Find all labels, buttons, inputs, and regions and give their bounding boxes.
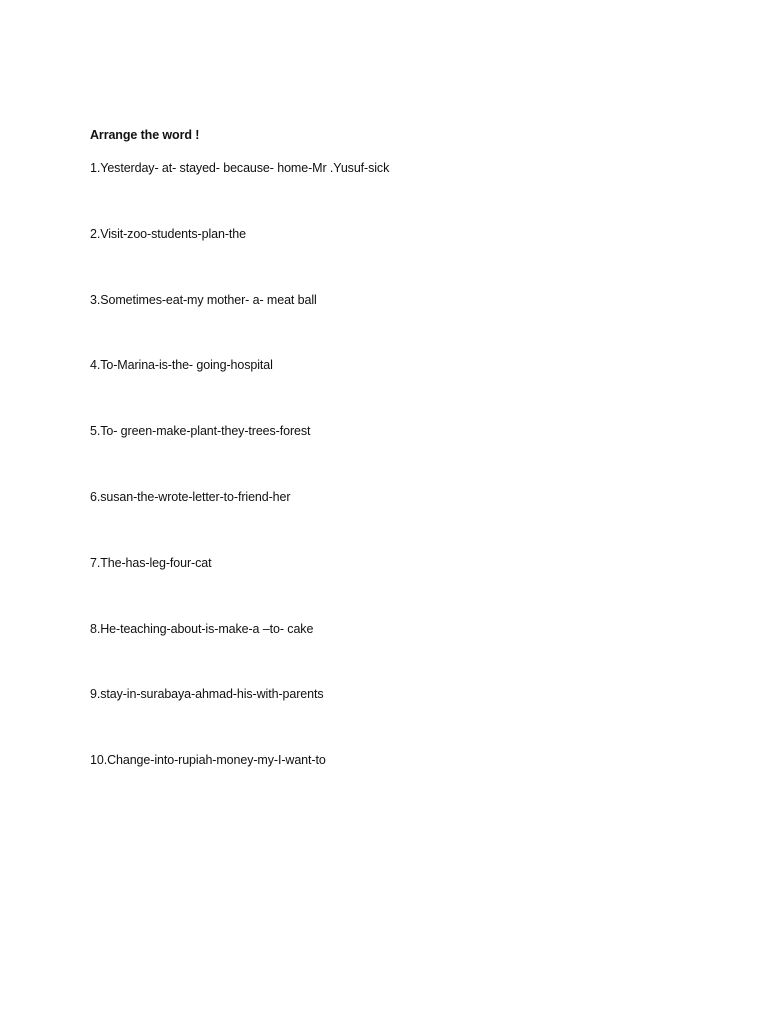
worksheet-content [90,126,710,768]
exercise-item-1: 1.Yesterday- at- stayed- because- home-Mr .Yusuf-sick [90,161,390,175]
exercise-item-2: 2.Visit-zoo-students-plan-the [90,226,246,241]
exercise-list [90,159,389,817]
exercise-item-5: 5.To- green-make-plant-they-trees-forest [90,424,311,439]
worksheet-heading: Arrange the word ! [90,128,200,142]
exercise-item-7: 7.The-has-leg-four-cat [90,555,212,570]
exercise-item-3: 3.Sometimes-eat-my mother- a- meat ball [90,292,317,307]
exercise-item-4: 4.To-Marina-is-the- going-hospital [90,358,273,373]
exercise-item-10: 10.Change-into-rupiah-money-my-I-want-to [90,753,326,768]
exercise-item-8: 8.He-teaching-about-is-make-a –to- cake [90,621,314,636]
exercise-item-9: 9.stay-in-surabaya-ahmad-his-with-parents [90,687,324,702]
exercise-item-6: 6.susan-the-wrote-letter-to-friend-her [90,489,291,504]
